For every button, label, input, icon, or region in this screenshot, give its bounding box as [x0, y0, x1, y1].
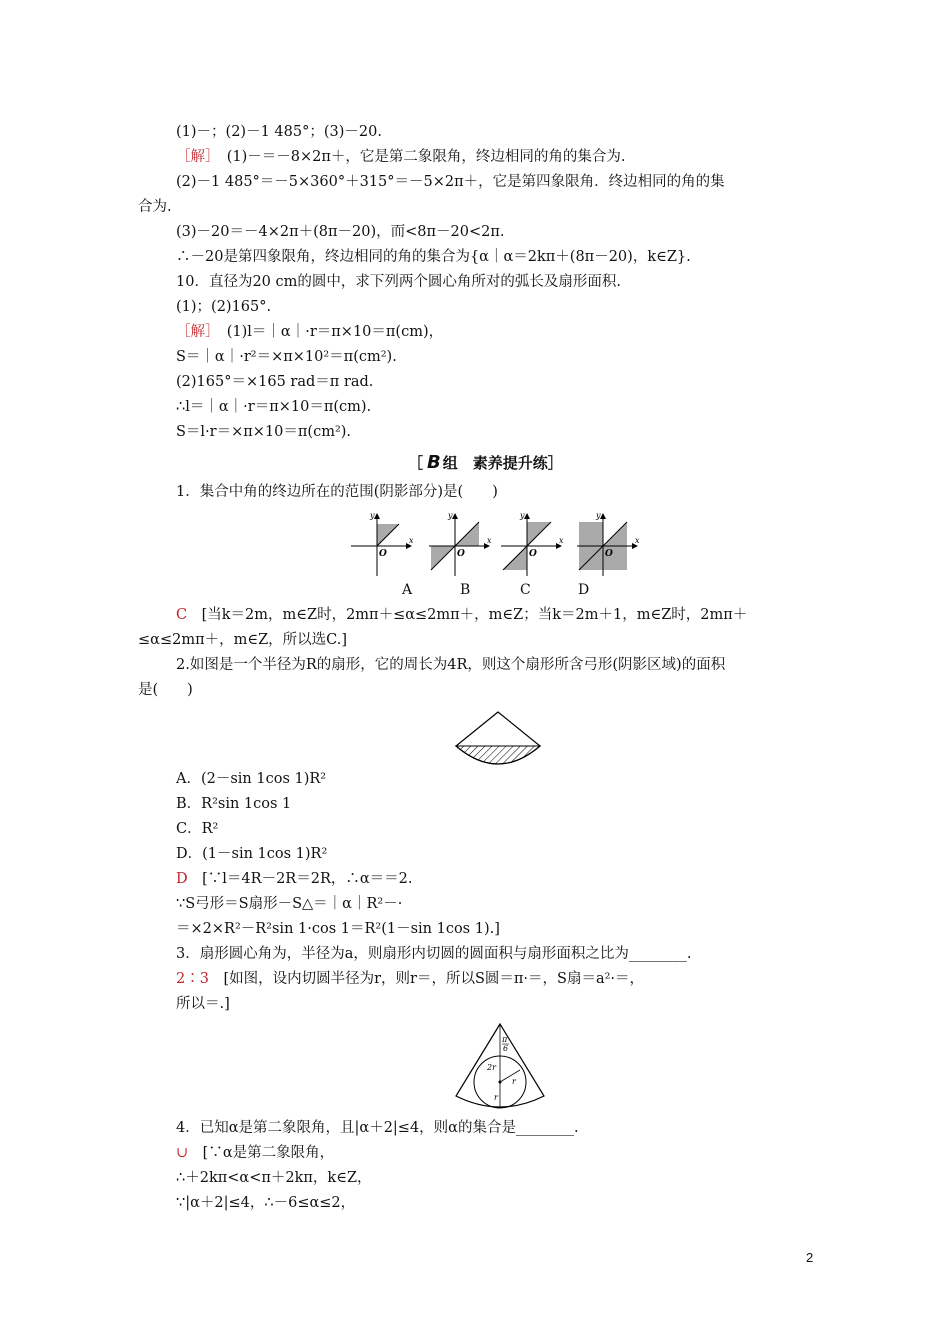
label-r: r: [512, 1077, 516, 1086]
text-run: S＝｜α｜·r²＝×π×10²＝π(cm²).: [176, 349, 397, 365]
q1-figure-d: [577, 511, 640, 576]
text-line: [138, 680, 193, 700]
angle-label-numerator: π: [502, 1035, 508, 1044]
text-line: [176, 794, 291, 814]
axis-label-x: x: [635, 536, 640, 545]
text-run: (2)165°＝×165 rad＝π rad.: [176, 374, 374, 390]
axis-label-y: y: [520, 511, 525, 520]
text-run: 1．集合中角的终边所在的范围(阴影部分)是( ): [176, 484, 498, 500]
origin-label: O: [457, 549, 465, 559]
text-line: [138, 630, 347, 650]
axis-label-y: y: [448, 511, 453, 520]
answer-marker: ［解］: [176, 324, 213, 340]
text-line: [176, 297, 271, 317]
text-run: (1)l＝｜α｜·r＝π×10＝π(cm)，: [212, 324, 444, 340]
answer-marker: D: [176, 871, 188, 887]
text-run: [如图，设内切圆半径为r，则r＝，所以S圆＝π·＝，S扇＝a²·＝，: [208, 971, 645, 987]
text-run: (1)－；(2)－1 485°；(3)－20.: [176, 124, 382, 140]
label-2r: 2r: [487, 1063, 496, 1072]
text-run: ∴＋2kπ<α<π＋2kπ，k∈Z，: [176, 1170, 372, 1186]
axis-label-y: y: [370, 511, 375, 520]
q2-sector-figure: [450, 710, 546, 772]
text-run: 合为.: [138, 199, 172, 215]
text-line: [176, 147, 626, 167]
text-line: [176, 819, 218, 839]
q1-option-label-b: B: [460, 582, 471, 598]
text-line: [176, 969, 644, 989]
text-run: C．R²: [176, 821, 219, 837]
angle-label-denominator: 6: [503, 1044, 509, 1053]
q1-figure-a: [351, 511, 414, 576]
text-run: S＝l·r＝×π×10＝π(cm²).: [176, 424, 352, 440]
q1-figure-c: [501, 511, 564, 576]
section-header-b: [408, 452, 563, 473]
text-line: [176, 844, 327, 864]
text-line: [176, 944, 691, 964]
q1-option-label-c: C: [520, 582, 531, 598]
text-run: (2)－1 485°＝－5×360°＋315°＝－5×2π＋，它是第四象限角．终边相同的角的集: [176, 174, 725, 190]
answer-marker: ∪: [176, 1145, 189, 1161]
text-run: 所以＝.]: [176, 996, 230, 1012]
text-run: ＝×2×R²－R²sin 1·cos 1＝R²(1－sin 1cos 1).]: [176, 921, 500, 937]
text-line: [138, 197, 172, 217]
text-line: [176, 397, 371, 417]
page-number: 2: [806, 1250, 814, 1265]
text-run: (1)；(2)165°.: [176, 299, 272, 315]
text-line: [176, 1118, 579, 1138]
axis-label-x: x: [559, 536, 564, 545]
text-run: 10．直径为20 cm的圆中，求下列两个圆心角所对的弧长及扇形面积.: [176, 274, 621, 290]
text-run: [∵α是第二象限角，: [188, 1145, 335, 1161]
text-line: [176, 869, 413, 889]
text-run: [当k＝2m，m∈Z时，2mπ＋≤α≤2mπ＋，m∈Z；当k＝2m＋1，m∈Z时，2mπ＋: [187, 607, 748, 623]
text-run: 4．已知α是第二象限角，且|α＋2|≤4，则α的集合是________.: [176, 1120, 579, 1136]
answer-marker: C: [176, 607, 188, 623]
answer-marker: 2∶3: [176, 971, 209, 987]
q1-option-figures: [345, 508, 645, 580]
text-line: [176, 1143, 334, 1163]
text-line: [176, 272, 621, 292]
axis-label-y: y: [596, 511, 601, 520]
text-line: [176, 769, 326, 789]
text-line: [176, 347, 397, 367]
label-r: r: [494, 1093, 498, 1102]
q1-figure-b: [429, 511, 492, 576]
text-run: ∵|α＋2|≤4，∴－6≤α≤2，: [176, 1195, 356, 1211]
text-run: (3)－20＝－4×2π＋(8π－20)，而<8π－20<2π.: [176, 224, 505, 240]
q1-option-label-a: A: [402, 582, 413, 598]
text-run: ≤α≤2mπ＋，m∈Z，所以选C.]: [138, 632, 347, 648]
bracket-left: ［: [408, 454, 424, 472]
text-line: [176, 172, 725, 192]
answer-marker: ［解］: [176, 149, 213, 165]
text-line: [176, 322, 443, 342]
origin-label: O: [605, 549, 613, 559]
section-badge: B: [427, 452, 441, 473]
text-line: [176, 372, 373, 392]
text-run: 2.如图是一个半径为R的扇形，它的周长为4R，则这个扇形所含弓形(阴影区域)的面积: [176, 657, 726, 673]
q1-option-label-d: D: [578, 582, 590, 598]
origin-label: O: [379, 549, 387, 559]
text-run: ∵S弓形＝S扇形－S△＝｜α｜R²－·: [176, 896, 403, 912]
section-title: 组 素养提升练: [442, 454, 548, 472]
text-run: (1)－＝－8×2π＋，它是第二象限角，终边相同的角的集合为.: [212, 149, 626, 165]
text-line: [176, 994, 230, 1014]
text-line: [176, 122, 382, 142]
text-run: 3．扇形圆心角为，半径为a，则扇形内切圆的圆面积与扇形面积之比为________.: [176, 946, 692, 962]
text-line: [176, 482, 498, 502]
text-line: [176, 247, 691, 267]
text-line: [176, 894, 402, 914]
text-run: D．(1－sin 1cos 1)R²: [176, 846, 328, 862]
text-run: [∵l＝4R－2R＝2R，∴α＝＝2.: [187, 871, 413, 887]
text-line: [176, 222, 505, 242]
text-run: ∴－20是第四象限角，终边相同的角的集合为{α｜α＝2kπ＋(8π－20)，k∈Z}.: [176, 249, 691, 265]
bracket-right: ］: [547, 454, 563, 472]
text-line: [176, 1168, 372, 1188]
text-run: B．R²sin 1cos 1: [176, 796, 292, 812]
text-run: 是( ): [138, 682, 193, 698]
q3-inscribed-circle-figure: [450, 1020, 550, 1116]
text-run: A．(2－sin 1cos 1)R²: [176, 771, 327, 787]
axis-label-x: x: [409, 536, 414, 545]
axis-label-x: x: [487, 536, 492, 545]
text-run: ∴l＝｜α｜·r＝π×10＝π(cm).: [176, 399, 372, 415]
text-line: [176, 1193, 355, 1213]
text-line: [176, 422, 351, 442]
text-line: [176, 919, 500, 939]
text-line: [176, 655, 725, 675]
text-line: [176, 605, 747, 625]
origin-label: O: [529, 549, 537, 559]
